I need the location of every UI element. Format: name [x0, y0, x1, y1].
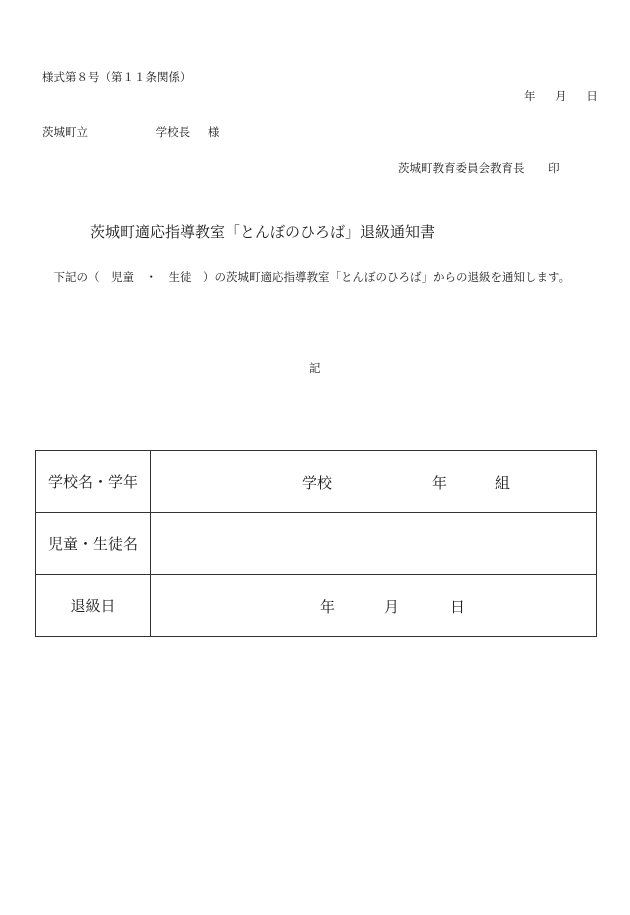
issue-date — [524, 88, 598, 104]
withdrawal-month-text: 月 — [384, 598, 400, 616]
date-year: 年 — [524, 89, 536, 103]
addressee-honorific: 様 — [207, 125, 220, 139]
row-label-withdrawal-date: 退級日 — [36, 575, 151, 637]
class-text: 組 — [495, 474, 511, 492]
info-table — [35, 450, 597, 637]
grade-year-text: 年 — [432, 474, 448, 492]
school-grade-field — [151, 451, 597, 513]
ki-heading: 記 — [309, 361, 321, 375]
table-row — [36, 575, 597, 637]
withdrawal-year-text: 年 — [320, 598, 336, 616]
student-name-field — [151, 513, 597, 575]
form-number: 様式第８号（第１１条関係） — [42, 70, 192, 84]
addressee-town-school: 茨城町立 — [42, 125, 88, 139]
addressee — [42, 124, 219, 140]
sender-seal: 印 — [548, 161, 560, 175]
table-row — [36, 451, 597, 513]
school-text: 学校 — [302, 474, 333, 492]
date-month: 月 — [555, 89, 567, 103]
table-row — [36, 513, 597, 575]
row-label-school-grade: 学校名・学年 — [36, 451, 151, 513]
withdrawal-date-field — [151, 575, 597, 637]
body-text: 下記の（ 児童 ・ 生徒 ）の茨城町適応指導教室「とんぼのひろば」からの退級を通知します。 — [42, 270, 571, 284]
sender — [398, 160, 560, 176]
addressee-principal: 学校長 — [155, 125, 191, 139]
sender-name: 茨城町教育委員会教育長 — [398, 161, 525, 175]
withdrawal-day-text: 日 — [450, 598, 466, 616]
date-day: 日 — [586, 89, 598, 103]
row-label-student-name: 児童・生徒名 — [36, 513, 151, 575]
document-title: 茨城町適応指導教室「とんぼのひろば」退級通知書 — [90, 223, 436, 241]
